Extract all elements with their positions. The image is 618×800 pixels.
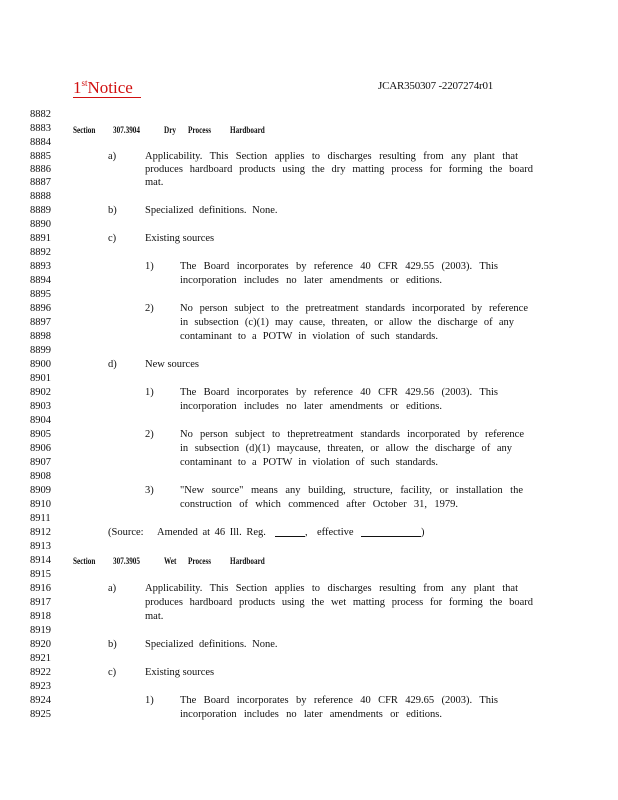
- source-close: ): [421, 527, 425, 538]
- line-number: 8914: [30, 555, 51, 566]
- item-marker: 1): [145, 387, 154, 398]
- subsection-marker: d): [108, 359, 117, 370]
- line-number: 8905: [30, 429, 51, 440]
- item-marker: 1): [145, 695, 154, 706]
- section-title-word: Dry: [164, 125, 176, 135]
- paragraph-line: produces hardboard products using the wet matting process for forming the board: [145, 597, 533, 608]
- paragraph-line: No person subject to thepretreatment standards incorporated by reference: [180, 429, 524, 440]
- paragraph-line: Applicability. This Section applies to discharges resulting from any plant that: [145, 151, 518, 162]
- line-number: 8892: [30, 247, 51, 258]
- line-number: 8883: [30, 123, 51, 134]
- paragraph-line: Specialized definitions. None.: [145, 639, 278, 650]
- item-marker: 2): [145, 303, 154, 314]
- section-title-word: Hardboard: [230, 125, 265, 135]
- section-number: 307.3905: [113, 556, 140, 566]
- paragraph-line: construction of which commenced after October 31, 1979.: [180, 499, 458, 510]
- paragraph-line: Applicability. This Section applies to discharges resulting from any plant that: [145, 583, 518, 594]
- line-number: 8885: [30, 151, 51, 162]
- section-title-word: Wet: [164, 556, 177, 566]
- line-number: 8893: [30, 261, 51, 272]
- line-number: 8904: [30, 415, 51, 426]
- paragraph-line: incorporation includes no later amendments or editions.: [180, 401, 442, 412]
- line-number: 8912: [30, 527, 51, 538]
- register-blank[interactable]: [275, 526, 305, 541]
- paragraph-line: Specialized definitions. None.: [145, 205, 278, 216]
- section-title-word: Hardboard: [230, 556, 265, 566]
- line-number: 8908: [30, 471, 51, 482]
- paragraph-line: in subsection (c)(1) may cause, threaten, or allow the discharge of any: [180, 317, 514, 328]
- paragraph-line: The Board incorporates by reference 40 CFR 429.65 (2003). This: [180, 695, 498, 706]
- line-number: 8902: [30, 387, 51, 398]
- line-number: 8888: [30, 191, 51, 202]
- paragraph-line: produces hardboard products using the dry matting process for forming the board: [145, 164, 533, 175]
- line-number: 8890: [30, 219, 51, 230]
- line-number: 8910: [30, 499, 51, 510]
- source-comma: ,: [305, 527, 308, 538]
- item-marker: 3): [145, 485, 154, 496]
- line-number: 8903: [30, 401, 51, 412]
- paragraph-line: The Board incorporates by reference 40 CFR 429.55 (2003). This: [180, 261, 498, 272]
- line-number: 8919: [30, 625, 51, 636]
- paragraph-line: No person subject to the pretreatment standards incorporated by reference: [180, 303, 528, 314]
- item-marker: 1): [145, 261, 154, 272]
- subsection-marker: b): [108, 205, 117, 216]
- line-number: 8882: [30, 109, 51, 120]
- line-number: 8922: [30, 667, 51, 678]
- line-number: 8913: [30, 541, 51, 552]
- line-number: 8917: [30, 597, 51, 608]
- line-number: 8894: [30, 275, 51, 286]
- line-number: 8909: [30, 485, 51, 496]
- subsection-marker: c): [108, 667, 117, 678]
- line-number: 8898: [30, 331, 51, 342]
- line-number: 8895: [30, 289, 51, 300]
- paragraph-line: Existing sources: [145, 667, 215, 678]
- subsection-marker: a): [108, 583, 117, 594]
- paragraph-line: contaminant to a POTW in violation of such standards.: [180, 331, 438, 342]
- line-number: 8889: [30, 205, 51, 216]
- section-label: Section: [73, 556, 96, 566]
- paragraph-line: incorporation includes no later amendments or editions.: [180, 275, 442, 286]
- subsection-marker: b): [108, 639, 117, 650]
- paragraph-line: Existing sources: [145, 233, 215, 244]
- source-amended: Amended at 46 Ill. Reg.: [157, 527, 266, 538]
- line-number: 8891: [30, 233, 51, 244]
- line-number: 8899: [30, 345, 51, 356]
- paragraph-line: mat.: [145, 611, 164, 622]
- line-number: 8916: [30, 583, 51, 594]
- line-number: 8884: [30, 137, 51, 148]
- source-effective: effective: [317, 527, 354, 538]
- line-number: 8925: [30, 709, 51, 720]
- line-number: 8887: [30, 177, 51, 188]
- section-title-word: Process: [188, 125, 212, 135]
- line-number: 8924: [30, 695, 51, 706]
- line-number: 8907: [30, 457, 51, 468]
- subsection-marker: c): [108, 233, 117, 244]
- paragraph-line: New sources: [145, 359, 199, 370]
- paragraph-line: "New source" means any building, structure, facility, or installation the: [180, 485, 523, 496]
- line-number: 8918: [30, 611, 51, 622]
- subsection-marker: a): [108, 151, 117, 162]
- effective-date-blank[interactable]: [361, 526, 421, 541]
- line-number: 8901: [30, 373, 51, 384]
- line-number: 8920: [30, 639, 51, 650]
- line-number: 8915: [30, 569, 51, 580]
- line-number: 8921: [30, 653, 51, 664]
- paragraph-line: incorporation includes no later amendments or editions.: [180, 709, 442, 720]
- section-label: Section: [73, 125, 96, 135]
- line-number: 8897: [30, 317, 51, 328]
- section-number: 307.3904: [113, 125, 140, 135]
- line-number: 8900: [30, 359, 51, 370]
- paragraph-line: contaminant to a POTW in violation of such standards.: [180, 457, 438, 468]
- paragraph-line: in subsection (d)(1) maycause, threaten, or allow the discharge of any: [180, 443, 512, 454]
- line-number: 8911: [30, 513, 51, 524]
- line-number: 8906: [30, 443, 51, 454]
- source-open: (Source:: [108, 527, 144, 538]
- line-number: 8896: [30, 303, 51, 314]
- document-id: JCAR350307 -2207274r01: [378, 80, 494, 92]
- paragraph-line: The Board incorporates by reference 40 CFR 429.56 (2003). This: [180, 387, 498, 398]
- line-number: 8886: [30, 164, 51, 175]
- notice-heading: 1stNotice: [73, 74, 141, 98]
- paragraph-line: mat.: [145, 177, 164, 188]
- item-marker: 2): [145, 429, 154, 440]
- section-title-word: Process: [188, 556, 212, 566]
- line-number: 8923: [30, 681, 51, 692]
